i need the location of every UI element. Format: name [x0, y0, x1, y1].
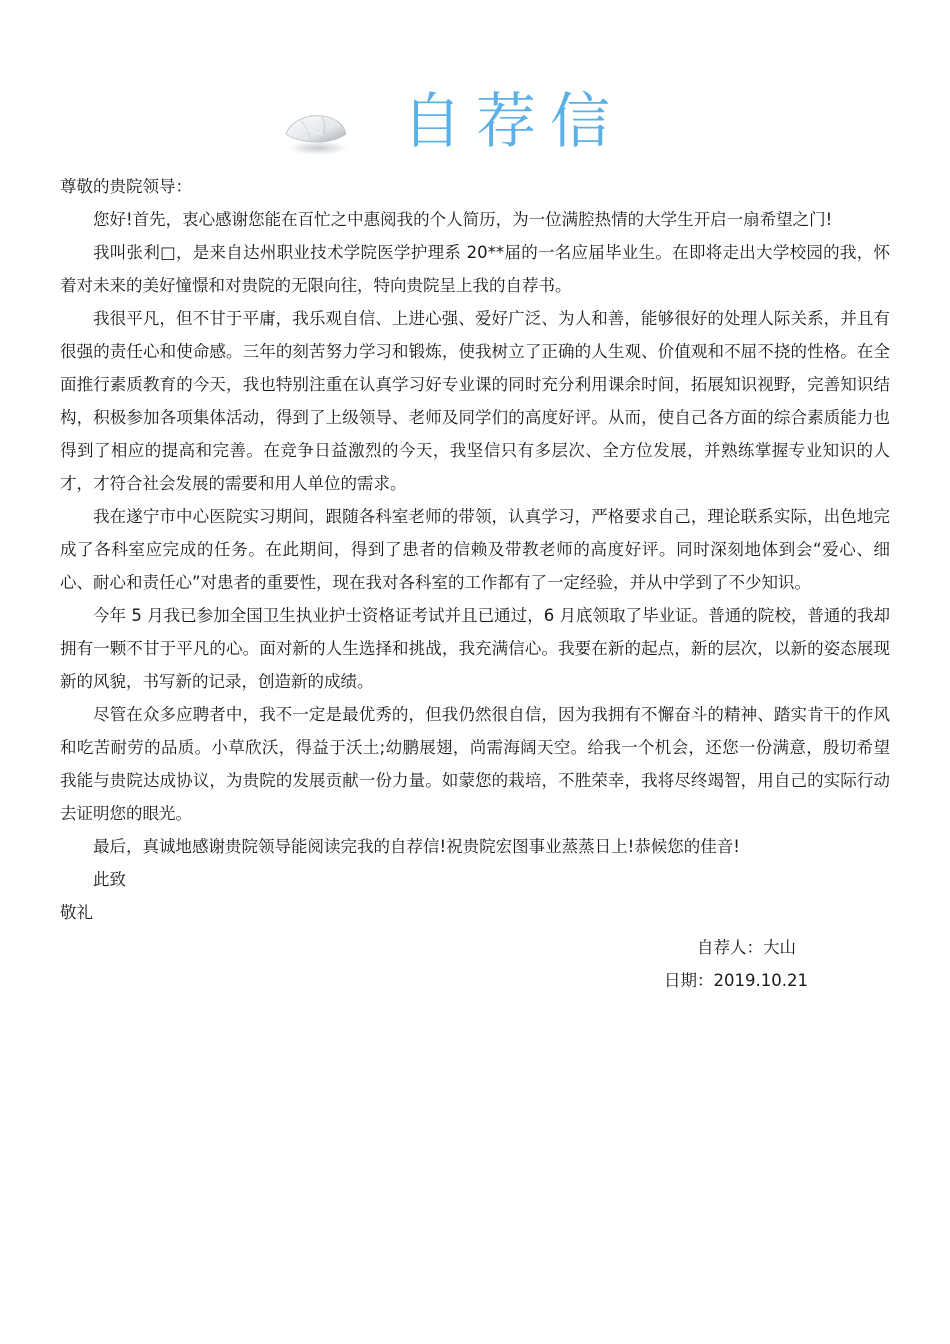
- letter-body: [60, 170, 890, 929]
- paragraph-internship: 我在遂宁市中心医院实习期间，跟随各科室老师的带领，认真学习，严格要求自己，理论联系实际，出色地完成了各科室应完成的任务。在此期间，得到了患者的信赖及带教老师的高度好评。同时深刻地体到会“爱心、细心、耐心和责任心”对患者的重要性，现在我对各科室的工作都有了一定经验，并从中学到了不少知识。: [60, 507, 890, 592]
- letter-date: 日期：2019.10.21: [664, 971, 808, 990]
- letter-header: [0, 80, 950, 170]
- paragraph-confidence: 尽管在众多应聘者中，我不一定是最优秀的，但我仍然很自信，因为我拥有不懈奋斗的精神、踏实肯干的作风和吃苦耐劳的品质。小草欣沃，得益于沃土;幼鹏展翅，尚需海阔天空。给我一个机会，还您一份满意，殷切希望我能与贵院达成协议，为贵院的发展贡献一份力量。如蒙您的栽培，不胜荣幸，我将尽终竭智，用自己的实际行动去证明您的眼光。: [60, 705, 890, 823]
- closing-line-1: 此致: [93, 870, 126, 889]
- paragraph-certification: 今年 5 月我已参加全国卫生执业护士资格证考试并且已通过，6 月底领取了毕业证。普通的院校，普通的我却拥有一颗不甘于平凡的心。面对新的人生选择和挑战，我充满信心。我要在新的起点，新的层次，以新的姿态展现新的风貌，书写新的记录，创造新的成绩。: [60, 606, 890, 691]
- closing-line-2: 敬礼: [60, 903, 93, 922]
- signer-name: 自荐人：大山: [697, 938, 796, 957]
- salutation: 尊敬的贵院领导：: [60, 177, 192, 196]
- paragraph-thanks: 最后，真诚地感谢贵院领导能阅读完我的自荐信!祝贵院宏图事业蒸蒸日上!恭候您的佳音!: [93, 837, 740, 856]
- paragraph-greeting: 您好!首先，衷心感谢您能在百忙之中惠阅我的个人简历，为一位满腔热情的大学生开启一扇希望之门!: [93, 210, 833, 229]
- nurse-cap-icon: [280, 104, 352, 156]
- paragraph-introduction: 我叫张利□，是来自达州职业技术学院医学护理系 20**届的一名应届毕业生。在即将走出大学校园的我，怀着对未来的美好憧憬和对贵院的无限向往，特向贵院呈上我的自荐书。: [60, 243, 890, 295]
- letter-title: 自荐信: [402, 87, 624, 157]
- paragraph-personality: 我很平凡，但不甘于平庸，我乐观自信、上进心强、爱好广泛、为人和善，能够很好的处理人际关系，并且有很强的责任心和使命感。三年的刻苦努力学习和锻炼，使我树立了正确的人生观、价值观和不屈不挠的性格。在全面推行素质教育的今天，我也特别注重在认真学习好专业课的同时充分利用课余时间，拓展知识视野，完善知识结构，积极参加各项集体活动，得到了上级领导、老师及同学们的高度好评。从而，使自己各方面的综合素质能力也得到了相应的提高和完善。在竞争日益激烈的今天，我坚信只有多层次、全方位发展，并熟练掌握专业知识的人才，才符合社会发展的需要和用人单位的需求。: [60, 309, 890, 493]
